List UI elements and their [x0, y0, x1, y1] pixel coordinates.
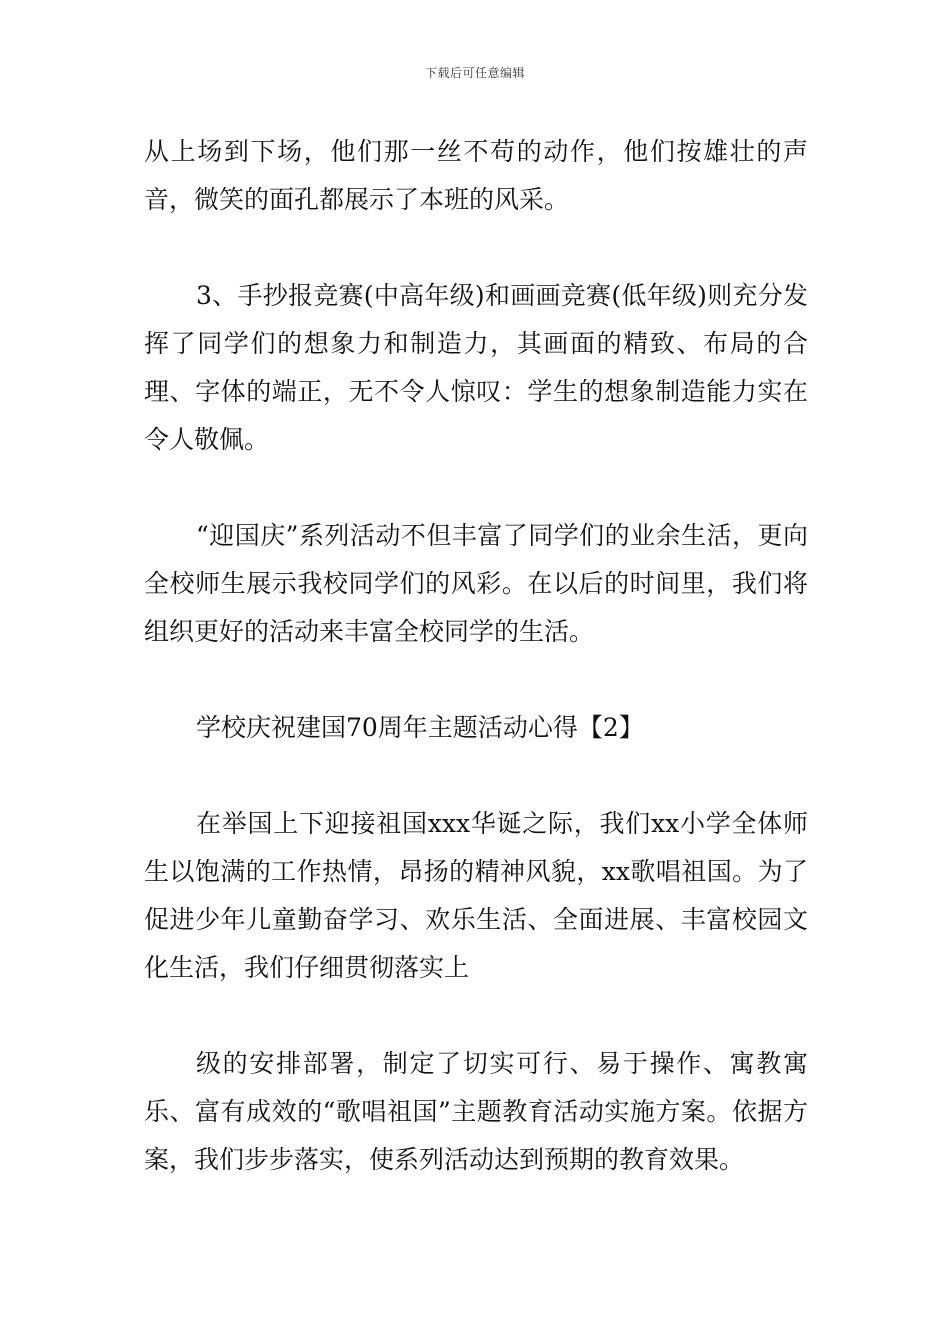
paragraph-gap	[144, 752, 808, 800]
document-body	[144, 128, 808, 1184]
paragraph-gap	[144, 464, 808, 512]
paragraph-gap	[144, 224, 808, 272]
paragraph-2: 3、手抄报竞赛(中高年级)和画画竞赛(低年级)则充分发挥了同学们的想象力和制造力，其画面的精致、布局的合理、字体的端正，无不令人惊叹：学生的想象制造能力实在令人敬佩。	[144, 281, 808, 454]
paragraph-gap	[144, 992, 808, 1040]
paragraph-gap	[144, 656, 808, 704]
section-heading: 学校庆祝建国70周年主题活动心得【2】	[196, 713, 644, 742]
paragraph-3: “迎国庆”系列活动不但丰富了同学们的业余生活，更向全校师生展示我校同学们的风彩。在以后的时间里，我们将组织更好的活动来丰富全校同学的生活。	[144, 521, 808, 646]
page-header: 下载后可任意编辑	[424, 66, 525, 80]
paragraph-6: 级的安排部署，制定了切实可行、易于操作、寓教寓乐、富有成效的“歌唱祖国”主题教育活动实施方案。依据方案，我们步步落实，使系列活动达到预期的教育效果。	[144, 1049, 808, 1174]
paragraph-5: 在举国上下迎接祖国xxx华诞之际，我们xx小学全体师生以饱满的工作热情，昂扬的精神风貌，xx歌唱祖国。为了促进少年儿童勤奋学习、欢乐生活、全面进展、丰富校园文化生活，我们仔细贯彻落实上	[144, 809, 808, 982]
paragraph-1: 从上场到下场，他们那一丝不苟的动作，他们按雄壮的声音，微笑的面孔都展示了本班的风采。	[144, 137, 808, 214]
